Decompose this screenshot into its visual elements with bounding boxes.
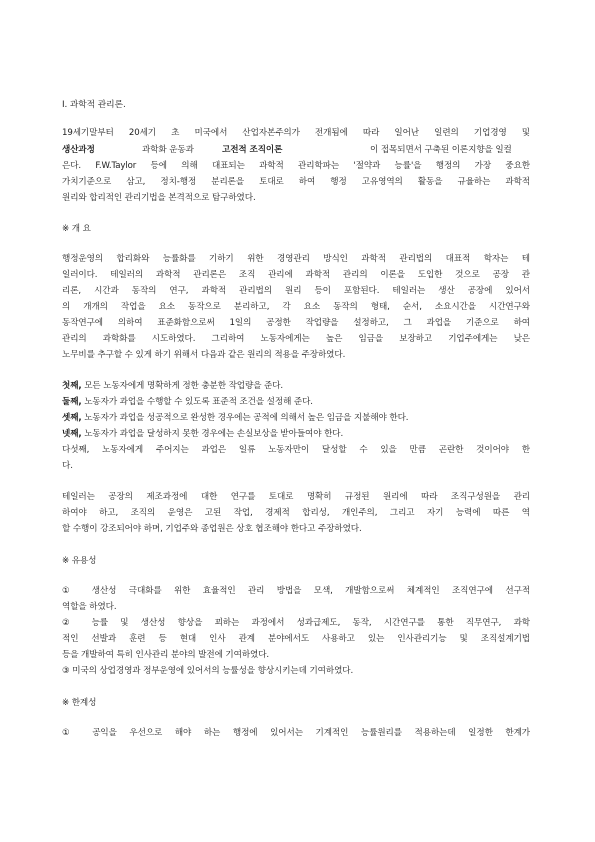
- usefulness-line: ② 능률 및 생산성 향상을 꾀하는 과정에서 성과급제도, 동작, 시간연구를 통한 직무연구, 과학: [62, 618, 530, 628]
- overview-title: ※ 개 요: [62, 224, 91, 234]
- principle-item: [62, 412, 530, 424]
- usefulness-line: 역할을 하였다.: [62, 602, 117, 612]
- intro-line-2-text: 과학화 운동과: [142, 145, 194, 155]
- usefulness-line: ① 생산성 극대화를 위한 효율적인 관리 방법을 모색, 개발함으로써 체계적인 조직연구에 선구적: [62, 586, 530, 596]
- usefulness-line: ③ 미국의 상업경영과 정부운영에 있어서의 능률성을 향상시키는데 기여하였다.: [62, 666, 354, 676]
- overview-conclusion-line: 할 수행이 강조되어야 하며, 기업주와 종업원은 상호 협조해야 한다고 주장하였다.: [62, 524, 362, 534]
- limits-line: ① 공익을 우선으로 해야 하는 행정에 있어서는 기계적인 능률원리를 적용하는데 일정한 한계가: [62, 728, 530, 738]
- principle-text: 노동자가 과업을 수행할 수 있도록 표준적 조건을 설정해 준다.: [81, 397, 313, 407]
- emphasis-production: 생산과정: [62, 145, 95, 155]
- overview-line: 동작연구에 의하여 표준화함으로써 1일의 공정한 작업량을 설정하고, 그 과업을 기준으로 하여: [62, 318, 530, 328]
- limits-title: ※ 한계성: [62, 698, 97, 708]
- principle-item: [62, 428, 530, 440]
- intro-line-1: 19세기말부터 20세기 초 미국에서 산업자본주의가 전개됨에 따라 일어난 일련의 기업경영 및: [62, 128, 530, 138]
- usefulness-line: 적인 선발과 훈련 등 현대 인사 관계 분야에서도 사용하고 있는 인사관리기능 및 조직설계기법: [62, 634, 530, 644]
- section-heading: Ⅰ. 과학적 관리론.: [62, 100, 126, 110]
- usefulness-line: 등을 개발하여 특히 인사관리 분야의 발전에 기여하였다.: [62, 650, 270, 660]
- overview-line: 일러이다. 테일러의 과학적 관리론은 조직 관리에 과학적 관리의 이론을 도입한 것으로 공장 관: [62, 270, 530, 280]
- principle-label: 둘째,: [62, 397, 82, 407]
- usefulness-title: ※ 유용성: [62, 556, 97, 566]
- intro-line-3: 은다. F.W.Taylor 등에 의해 대표되는 과학적 관리학파는 '절약과 능률'을 행정의 가장 중요한: [62, 161, 530, 171]
- principle-fifth: 다섯째, 노동자에게 주어지는 과업은 일류 노동자만이 달성할 수 있을 만큼 곤란한 것이어야 한: [62, 445, 530, 455]
- principle-item: [62, 380, 530, 392]
- intro-line-2-end: 이 접목되면서 구축된 이론지향을 일컬: [370, 145, 512, 155]
- principle-text: 노동자가 과업을 성공적으로 완성한 경우에는 공적에 의해서 높은 임금을 지불해야 한다.: [81, 413, 409, 423]
- principle-label: 셋째,: [62, 413, 82, 423]
- intro-line-5: 원리와 합리적인 관리기법을 본격적으로 탐구하였다.: [62, 193, 256, 203]
- principle-item: [62, 396, 530, 408]
- overview-conclusion-line: 테일러는 공장의 제조과정에 대한 연구를 토대로 명확히 규정된 원리에 따라 조직구성원을 관리: [62, 492, 530, 502]
- intro-line-4: 가치기준으로 삼고, 정치-행정 분리론을 토대로 하여 행정 고유영역의 활동을 규율하는 과학적: [62, 177, 530, 187]
- overview-conclusion-line: 하여야 하고, 조직의 운영은 고된 작업, 경제적 합리성, 개인주의, 그리고 자기 능력에 따른 역: [62, 508, 530, 518]
- emphasis-classical-theory: 고전적 조직이론: [222, 145, 283, 155]
- principle-label: 첫째,: [62, 381, 82, 391]
- overview-line: 노무비를 추구할 수 있게 하기 위해서 다음과 같은 원리의 적용을 주장하였다.: [62, 350, 346, 360]
- overview-line: 의 개개의 작업을 요소 동작으로 분리하고, 각 요소 동작의 형태, 순서, 소요시간을 시간연구와: [62, 302, 530, 312]
- overview-line: 관리의 과학화를 시도하였다. 그리하여 노동자에게는 높은 임금을 보장하고 기업주에게는 낮은: [62, 334, 530, 344]
- overview-line: 리론, 시간과 동작의 연구, 과학적 관리법의 원리 등이 포함된다. 테일러는 생산 공장에 있어서: [62, 286, 530, 296]
- principle-fifth-end: 다.: [62, 461, 73, 471]
- overview-line: 행정운영의 합리화와 능률화를 기하기 위한 경영관리 방식인 과학적 관리법의 대표적 학자는 테: [62, 254, 530, 264]
- principle-label: 넷째,: [62, 429, 82, 439]
- principle-text: 노동자가 과업을 달성하지 못한 경우에는 손실보상을 받아들여야 한다.: [81, 429, 344, 439]
- principle-text: 모든 노동자에게 명확하게 정한 충분한 작업량을 준다.: [81, 381, 284, 391]
